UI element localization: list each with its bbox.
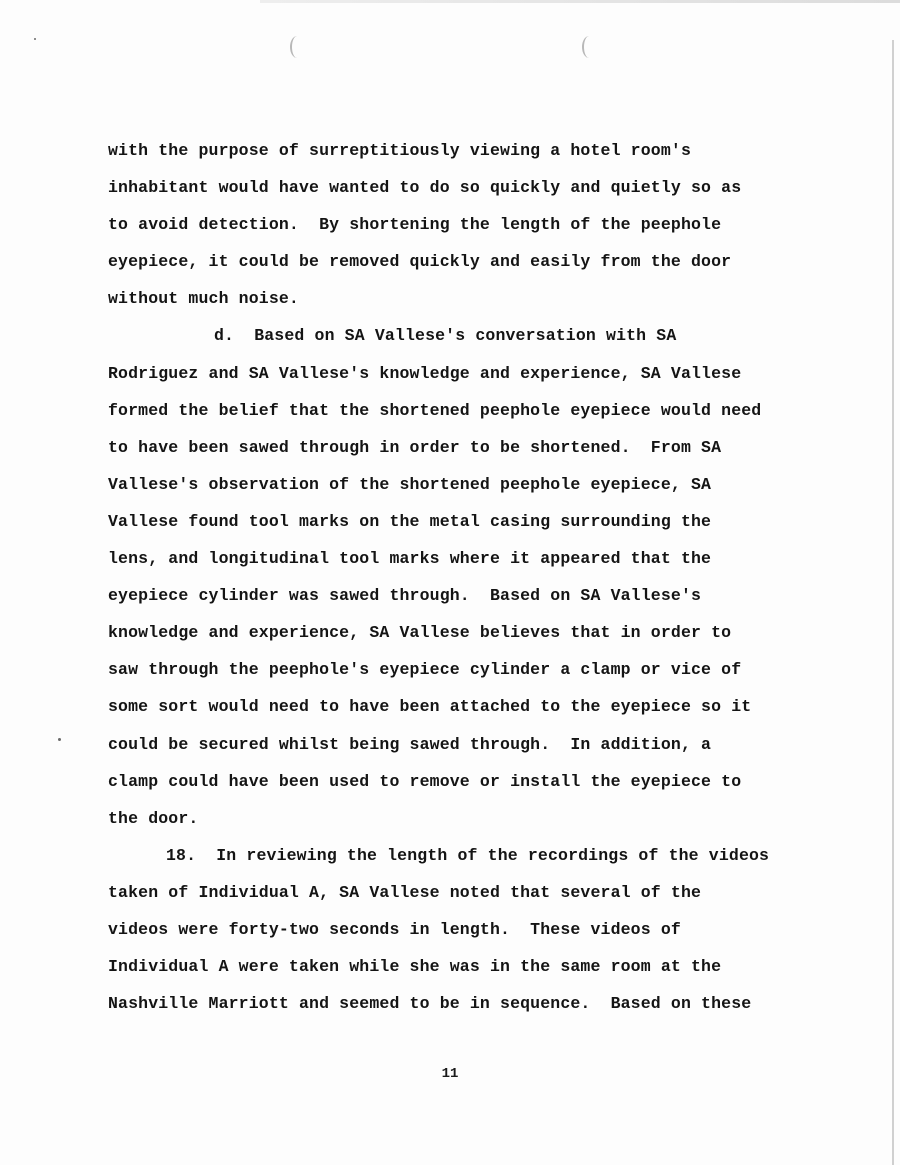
scan-top-edge (260, 0, 900, 3)
text-line: could be secured whilst being sawed through. In addition, a (108, 734, 712, 754)
text-line: clamp could have been used to remove or install the eyepiece to (108, 771, 742, 791)
text-line: Nashville Marriott and seemed to be in sequence. Based on these (108, 994, 752, 1014)
text-line: without much noise. (108, 289, 299, 309)
text-line: videos were forty-two seconds in length. These videos of (108, 919, 681, 939)
text-line: saw through the peephole's eyepiece cylinder a clamp or vice of (108, 660, 742, 680)
text-line: eyepiece, it could be removed quickly and easily from the door (108, 252, 732, 272)
text-line: with the purpose of surreptitiously viewing a hotel room's (108, 141, 691, 160)
text-line: Vallese's observation of the shortened peephole eyepiece, SA (108, 474, 712, 494)
text-line: 18. In reviewing the length of the recordings of the videos (166, 845, 770, 865)
text-line: Individual A were taken while she was in the same room at the (108, 957, 722, 977)
text-line: d. Based on SA Vallese's conversation with SA (214, 326, 677, 346)
text-line: Rodriguez and SA Vallese's knowledge and experience, SA Vallese (108, 363, 742, 383)
text-line: some sort would need to have been attached to the eyepiece so it (108, 697, 752, 717)
punch-hole-mark-right (582, 36, 596, 58)
text-line: formed the belief that the shortened peephole eyepiece would need (108, 400, 762, 420)
scan-right-edge (892, 40, 894, 1165)
text-line: eyepiece cylinder was sawed through. Based on SA Vallese's (108, 586, 702, 606)
body-text (108, 132, 808, 1022)
text-line: knowledge and experience, SA Vallese believes that in order to (108, 623, 732, 643)
text-line: to have been sawed through in order to be shortened. From SA (108, 437, 722, 457)
text-line: the door. (108, 808, 199, 828)
text-line: Vallese found tool marks on the metal casing surrounding the (108, 511, 712, 531)
text-line: to avoid detection. By shortening the length of the peephole (108, 215, 722, 235)
scan-speck (34, 38, 36, 40)
scan-speck (58, 738, 61, 741)
text-line: inhabitant would have wanted to do so quickly and quietly so as (108, 178, 742, 198)
text-line: taken of Individual A, SA Vallese noted that several of the (108, 882, 702, 902)
text-line: lens, and longitudinal tool marks where it appeared that the (108, 549, 712, 569)
page-number: 11 (441, 1066, 459, 1082)
punch-hole-mark-left (290, 36, 304, 58)
